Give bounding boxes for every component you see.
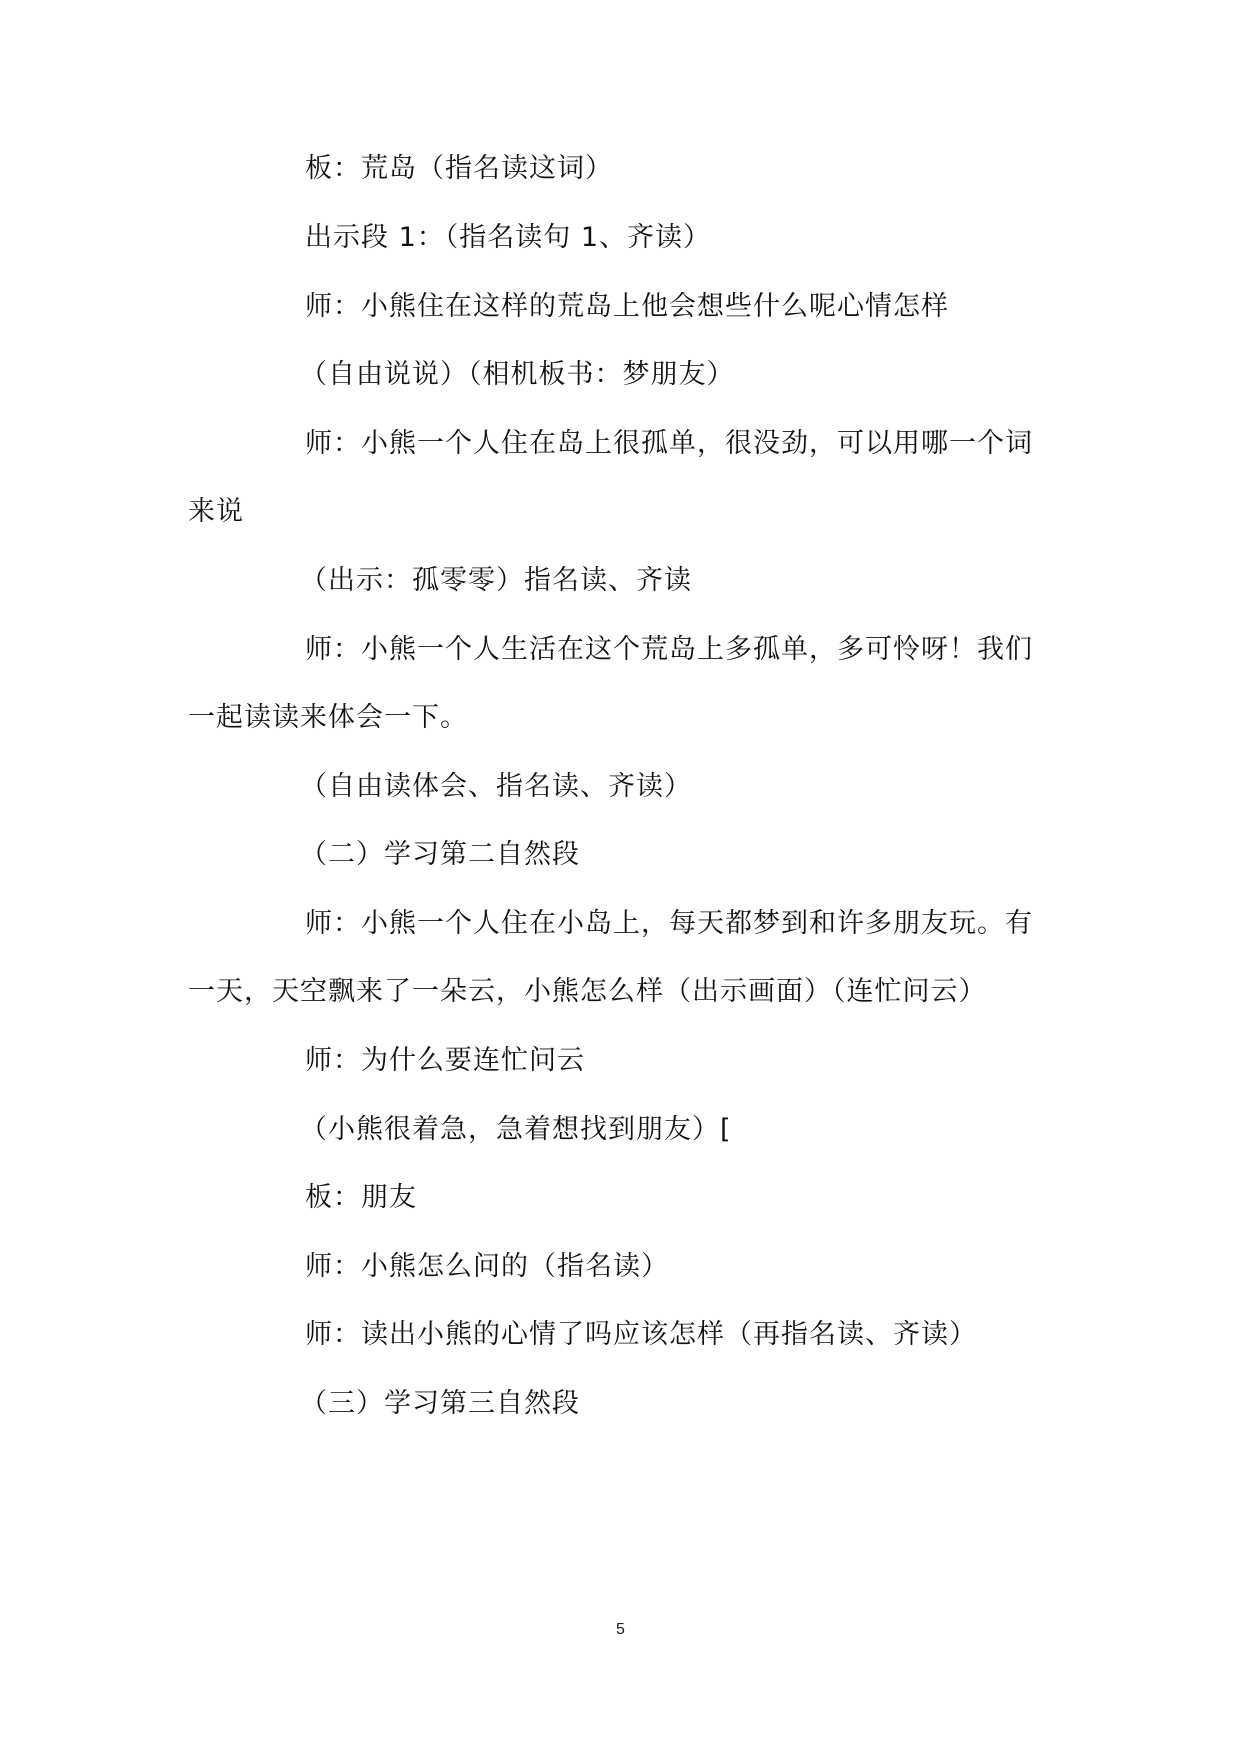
text-line: （小熊很着急，急着想找到朋友）[ (300, 1114, 732, 1145)
text-line: 一起读读来体会一下。 (188, 702, 468, 733)
text-line: 出示段 1：（指名读句 1、齐读） (305, 222, 712, 253)
text-line: 师：小熊一个人生活在这个荒岛上多孤单，多可怜呀！我们 (305, 634, 1033, 665)
page-number: 5 (616, 1621, 625, 1638)
text-line: （出示：孤零零）指名读、齐读 (300, 565, 692, 596)
text-line: 师：为什么要连忙问云 (305, 1045, 585, 1076)
text-line: 板：朋友 (305, 1182, 417, 1213)
text-line: 板：荒岛（指名读这词） (305, 153, 613, 184)
section-heading: （三）学习第三自然段 (300, 1388, 580, 1419)
text-line: 来说 (188, 496, 244, 527)
section-heading: （二）学习第二自然段 (300, 839, 580, 870)
text-line: （自由说说）（相机板书：梦朋友） (300, 359, 735, 390)
text-line: （自由读体会、指名读、齐读） (300, 771, 692, 802)
text-line: 师：读出小熊的心情了吗应该怎样（再指名读、齐读） (305, 1319, 977, 1350)
text-line: 师：小熊一个人住在小岛上，每天都梦到和许多朋友玩。有 (305, 908, 1033, 939)
text-line: 一天，天空飘来了一朵云，小熊怎么样（出示画面）（连忙问云） (188, 976, 987, 1007)
text-line: 师：小熊怎么问的（指名读） (305, 1251, 669, 1282)
text-line: 师：小熊一个人住在岛上很孤单，很没劲，可以用哪一个词 (305, 428, 1033, 459)
text-line: 师：小熊住在这样的荒岛上他会想些什么呢心情怎样 (305, 291, 949, 322)
